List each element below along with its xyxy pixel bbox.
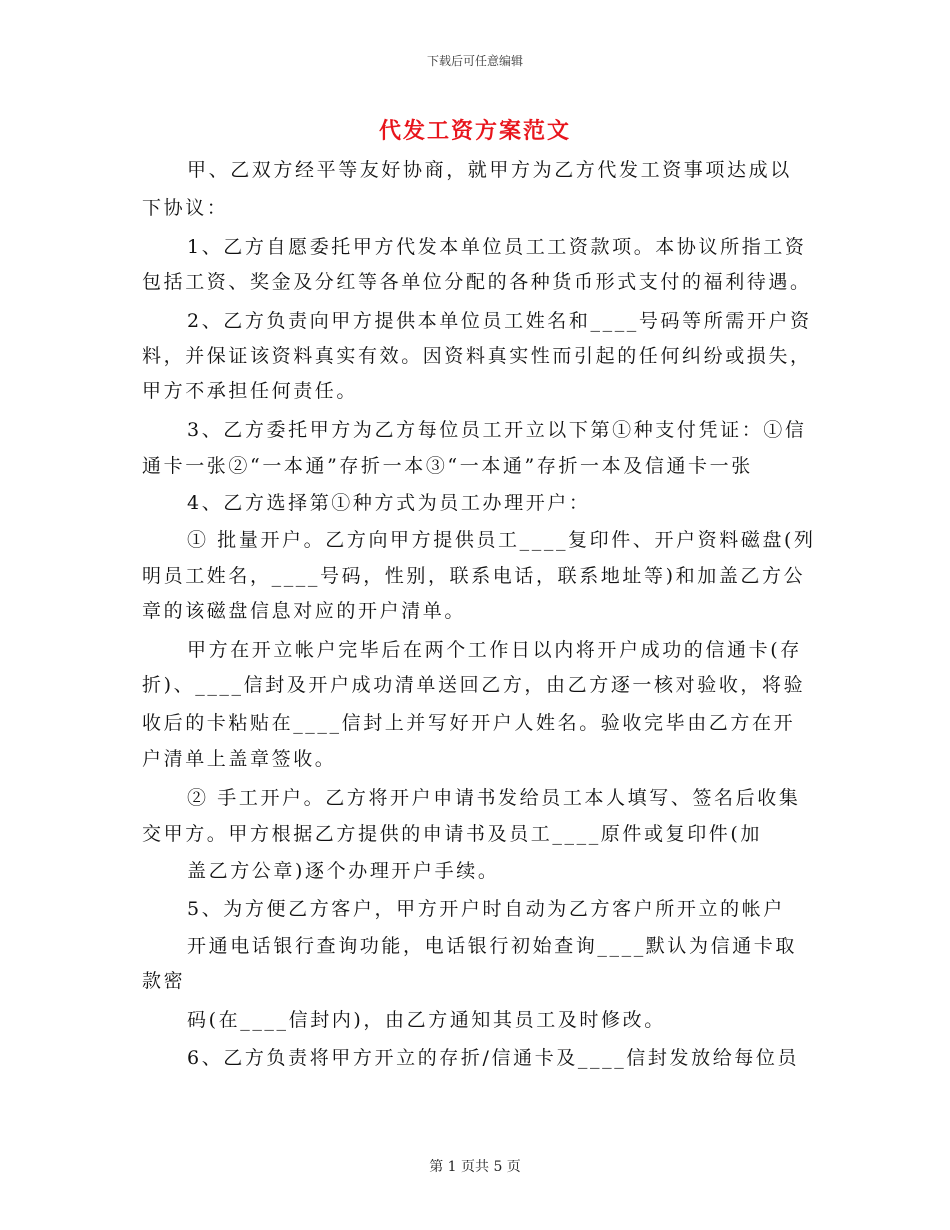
body-line: 户清单上盖章签收。 [142, 748, 337, 770]
body-line: 交甲方。甲方根据乙方提供的申请书及员工____原件或复印件(加 [142, 823, 763, 845]
body-line: 下协议： [142, 197, 229, 219]
page-footer: 第 1 页共 5 页 [429, 1159, 521, 1175]
body-line: 折)、____信封及开户成功清单送回乙方，由乙方逐一核对验收，将验 [142, 674, 806, 696]
body-line: 1、乙方自愿委托甲方代发本单位员工工资款项。本协议所指工资 [187, 236, 807, 258]
body-line: 款密 [142, 970, 186, 992]
body-line: ① 批量开户。乙方向甲方提供员工____复印件、开户资料磁盘(列 [187, 529, 816, 551]
body-line: 3、乙方委托甲方为乙方每位员工开立以下第①种支付凭证：①信 [187, 419, 807, 441]
body-line: 码(在____信封内)，由乙方通知其员工及时修改。 [187, 1009, 666, 1031]
body-line: 甲方在开立帐户完毕后在两个工作日以内将开户成功的信通卡(存 [187, 639, 802, 661]
body-line: 包括工资、奖金及分红等各单位分配的各种货币形式支付的福利待遇。 [142, 271, 812, 293]
body-line: ② 手工开户。乙方将开户申请书发给员工本人填写、签名后收集 [187, 787, 801, 809]
body-line: 6、乙方负责将甲方开立的存折/信通卡及____信封发放给每位员 [187, 1047, 800, 1069]
body-line: 盖乙方公章)逐个办理开户手续。 [187, 860, 500, 882]
body-line: 2、乙方负责向甲方提供本单位员工姓名和____号码等所需开户资 [187, 310, 812, 332]
body-line: 通卡一张②“一本通”存折一本③“一本通”存折一本及信通卡一张 [142, 455, 753, 477]
body-line: 明员工姓名，____号码，性别，联系电话，联系地址等)和加盖乙方公 [142, 565, 806, 587]
body-line: 开通电话银行查询功能，电话银行初始查询____默认为信通卡取 [187, 935, 798, 957]
document-title: 代发工资方案范文 [378, 118, 571, 144]
body-line: 收后的卡粘贴在____信封上并写好开户人姓名。验收完毕由乙方在开 [142, 712, 796, 734]
page-header: 下载后可任意编辑 [426, 54, 523, 68]
body-line: 甲方不承担任何责任。 [142, 380, 359, 402]
body-line: 4、乙方选择第①种方式为员工办理开户： [187, 492, 591, 514]
body-line: 章的该磁盘信息对应的开户清单。 [142, 600, 467, 622]
body-line: 5、为方便乙方客户，甲方开户时自动为乙方客户所开立的帐户 [187, 898, 785, 920]
body-line: 料，并保证该资料真实有效。因资料真实性而引起的任何纠纷或损失， [142, 345, 812, 367]
body-line: 甲、乙双方经平等友好协商，就甲方为乙方代发工资事项达成以 [187, 159, 792, 181]
